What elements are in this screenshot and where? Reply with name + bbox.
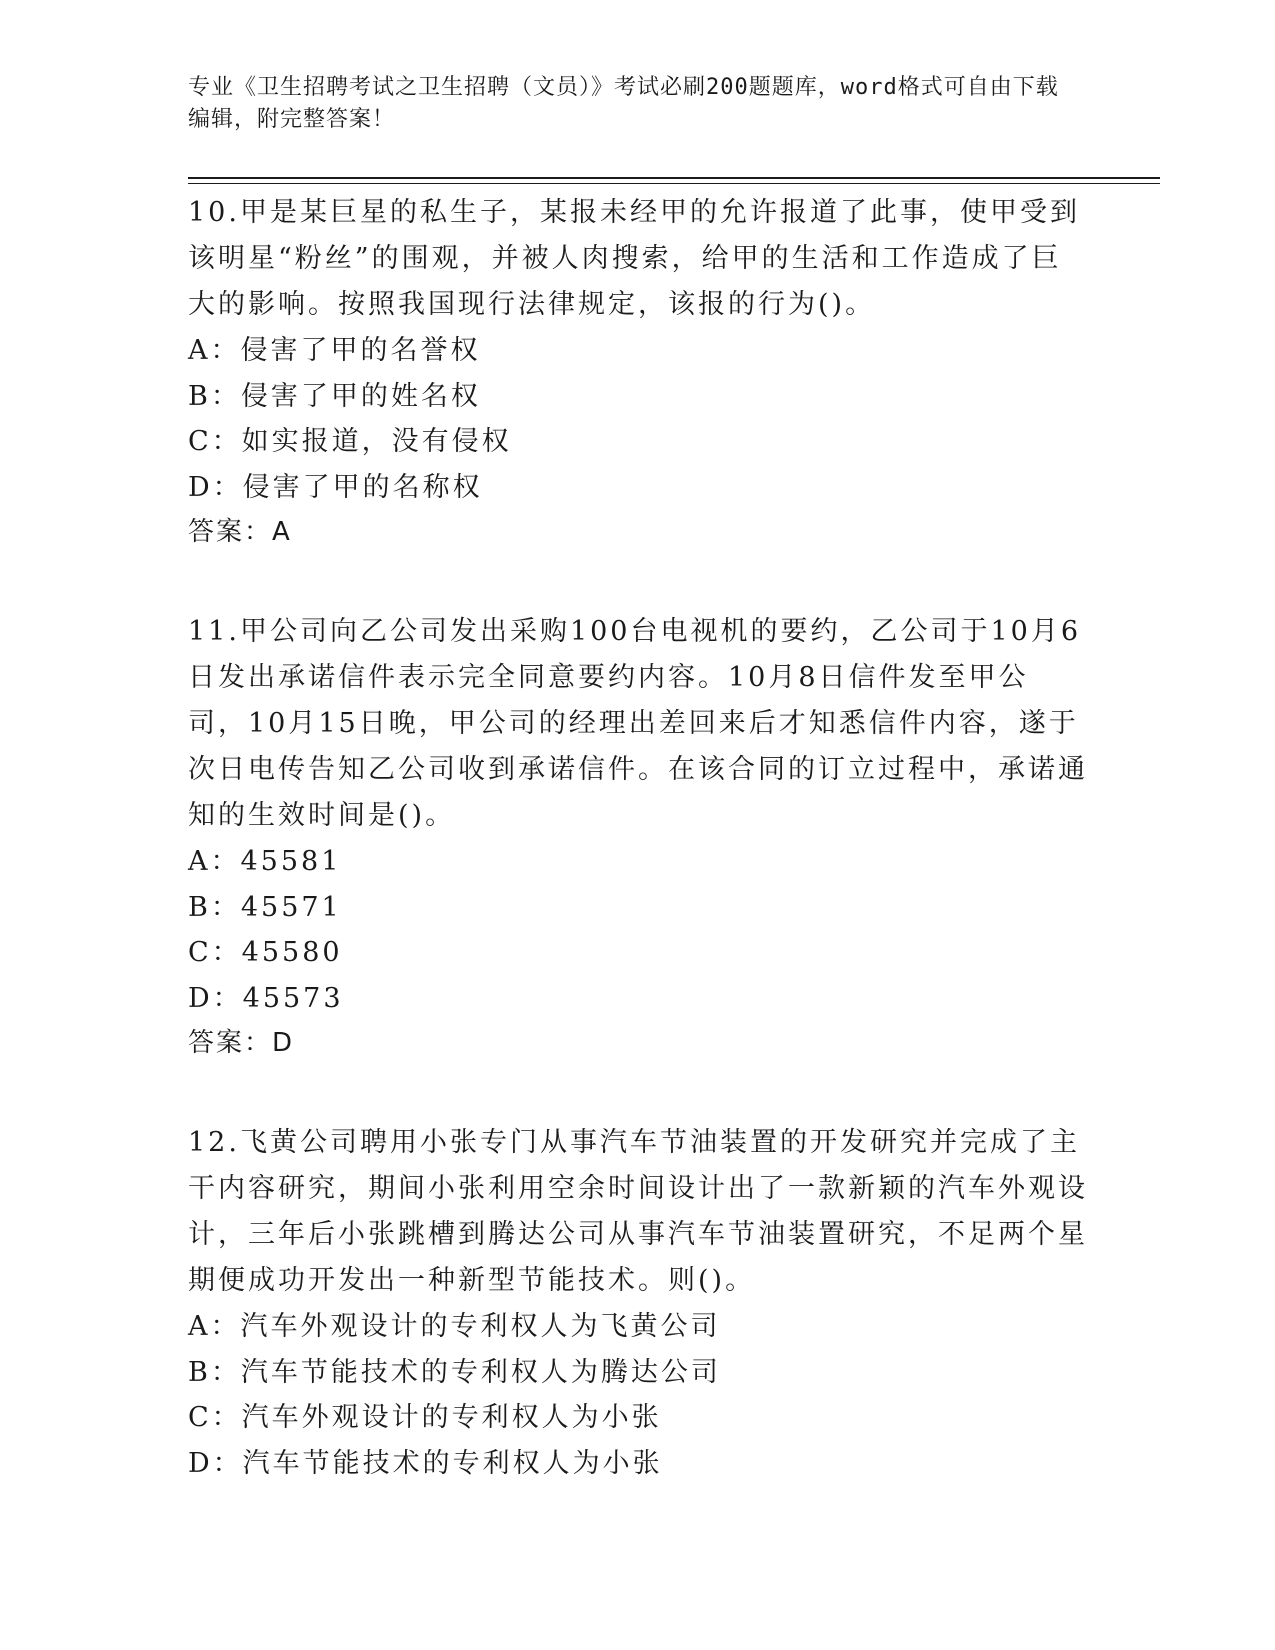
header-rule-thin — [188, 183, 1160, 184]
question-12 — [188, 1120, 1088, 1486]
option-d: D：侵害了甲的名称权 — [188, 471, 483, 503]
question-list — [188, 190, 1088, 1486]
option-c: C：45580 — [188, 937, 343, 968]
option-d: D：汽车节能技术的专利权人为小张 — [188, 1447, 663, 1479]
header-rule-thick — [188, 177, 1160, 179]
option-b: B：侵害了甲的姓名权 — [188, 380, 481, 412]
option-c: C：汽车外观设计的专利权人为小张 — [188, 1402, 662, 1433]
question-11 — [188, 609, 1088, 1066]
option-a: A：汽车外观设计的专利权人为飞黄公司 — [188, 1311, 721, 1342]
option-c: C：如实报道，没有侵权 — [188, 426, 512, 457]
option-d: D：45573 — [188, 982, 344, 1014]
question-spacer — [188, 555, 1088, 609]
option-a: A：45581 — [188, 846, 342, 877]
question-stem: 12.飞黄公司聘用小张专门从事汽车节油装置的开发研究并完成了主干内容研究，期间小张利用空余时间设计出了一款新颖的汽车外观设计，三年后小张跳槽到腾达公司从事汽车节油装置研究，不足两个星期便成功开发出一种新型节能技术。则()。 — [188, 1127, 1088, 1296]
question-stem: 11.甲公司向乙公司发出采购100台电视机的要约，乙公司于10月6日发出承诺信件表示完全同意要约内容。10月8日信件发至甲公司，10月15日晚，甲公司的经理出差回来后才知悉信件内容，遂于次日电传告知乙公司收到承诺信件。在该合同的订立过程中，承诺通知的生效时间是()。 — [188, 616, 1088, 831]
option-b: B：45571 — [188, 891, 342, 923]
question-10 — [188, 190, 1088, 555]
question-spacer — [188, 1066, 1088, 1120]
option-a: A：侵害了甲的名誉权 — [188, 335, 481, 366]
document-header: 专业《卫生招聘考试之卫生招聘（文员）》考试必刷200题题库，word格式可自由下载编辑，附完整答案！ — [188, 75, 1059, 132]
answer-line: 答案：A — [188, 517, 292, 547]
question-stem: 10.甲是某巨星的私生子，某报未经甲的允许报道了此事，使甲受到该明星“粉丝”的围观，并被人肉搜索，给甲的生活和工作造成了巨大的影响。按照我国现行法律规定，该报的行为()。 — [188, 197, 1080, 320]
option-b: B：汽车节能技术的专利权人为腾达公司 — [188, 1356, 721, 1388]
answer-line: 答案：D — [188, 1028, 295, 1058]
